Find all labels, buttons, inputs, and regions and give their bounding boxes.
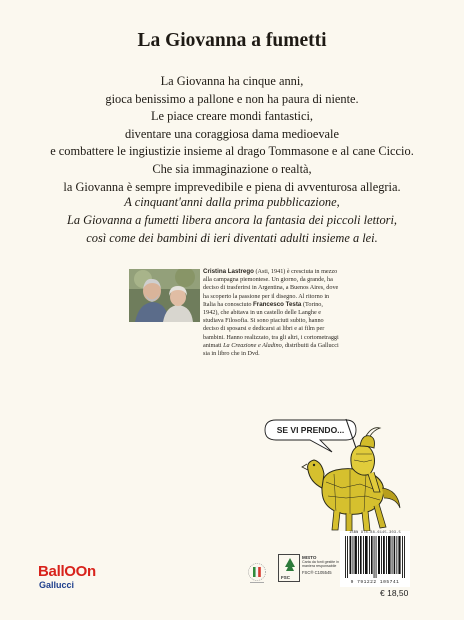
fsc-label: MISTO [302,555,317,560]
bio-text: (Torino, 1942), che abitava in un castello delle Langhe e studiava Filosofia. Si sono piaciuti subito, hanno deciso di sposarsi e dedicarsi ai libri e ai film per bambini. Hanno realizzato, tra gli altri, i cortometraggi animati [203,300,339,349]
authors-photo [129,269,200,322]
intro-line: Che sia immaginazione o realtà, [152,161,312,176]
fsc-certification [278,554,348,582]
closing-line: A cinquant'anni dalla prima pubblicazione, [124,195,340,209]
closing-line: La Giovanna a fumetti libera ancora la fantasia dei piccoli lettori, [66,213,398,227]
publisher-brand: BallOOn [38,563,96,580]
bio-text: , distribuiti da Gallucci sia in libro che in Dvd. [203,341,339,358]
fsc-logo-text: FSC [281,575,290,580]
intro-line: Le piace creare mondi fantastici, [150,109,314,124]
bio-text: (Asti, 1941) è cresciuta in mezzo alla campagna piemontese. Un giorno, da grande, ha deciso di trasferirsi in Argentina, a Buenos Aires, dove ha scoperto la passione per il disegno. Al ritorno in Italia ha conosciuto [203,268,339,308]
barcode-number: 9 791222 105741 [350,580,400,585]
publisher-name: Gallucci [39,580,75,590]
speech-bubble-text: SE VI PRENDO... [276,425,345,435]
knight-illustration [262,418,412,538]
fsc-code: FSC® C105545 [302,569,332,575]
book-title: La Giovanna a fumetti [137,30,327,51]
intro-line: gioca benissimo a pallone e non ha paura di niente. [105,91,359,106]
isbn-label: ISBN 978-88-6145-303-5 [349,531,401,535]
intro-line: e combattere le ingiustizie insieme al drago Tommasone e al cane Ciccio. [50,144,414,159]
bio-films: La Creazione e Aladino [223,341,282,349]
author-name-cristina: Cristina Lastrego [203,268,254,275]
publisher-logo [36,563,116,597]
intro-line: la Giovanna è sempre imprevedibile e piena di avventurosa allegria. [63,179,401,194]
fsc-description: Carta da fonti gestite in maniera responsabile [302,560,339,569]
intro-line: diventare una coraggiosa dama medioevale [125,126,339,141]
price: € 18,50 [380,588,409,598]
author-name-francesco: Francesco Testa [253,300,302,308]
closing-line: così come dei bambini di ieri diventati adulti insieme a lei. [86,231,378,245]
closing-paragraph [0,193,464,247]
quality-seal-icon [246,561,268,587]
intro-line: La Giovanna ha cinque anni, [160,74,304,88]
authors-bio [203,268,340,358]
fsc-logo [278,554,300,582]
intro-paragraph [0,73,464,196]
